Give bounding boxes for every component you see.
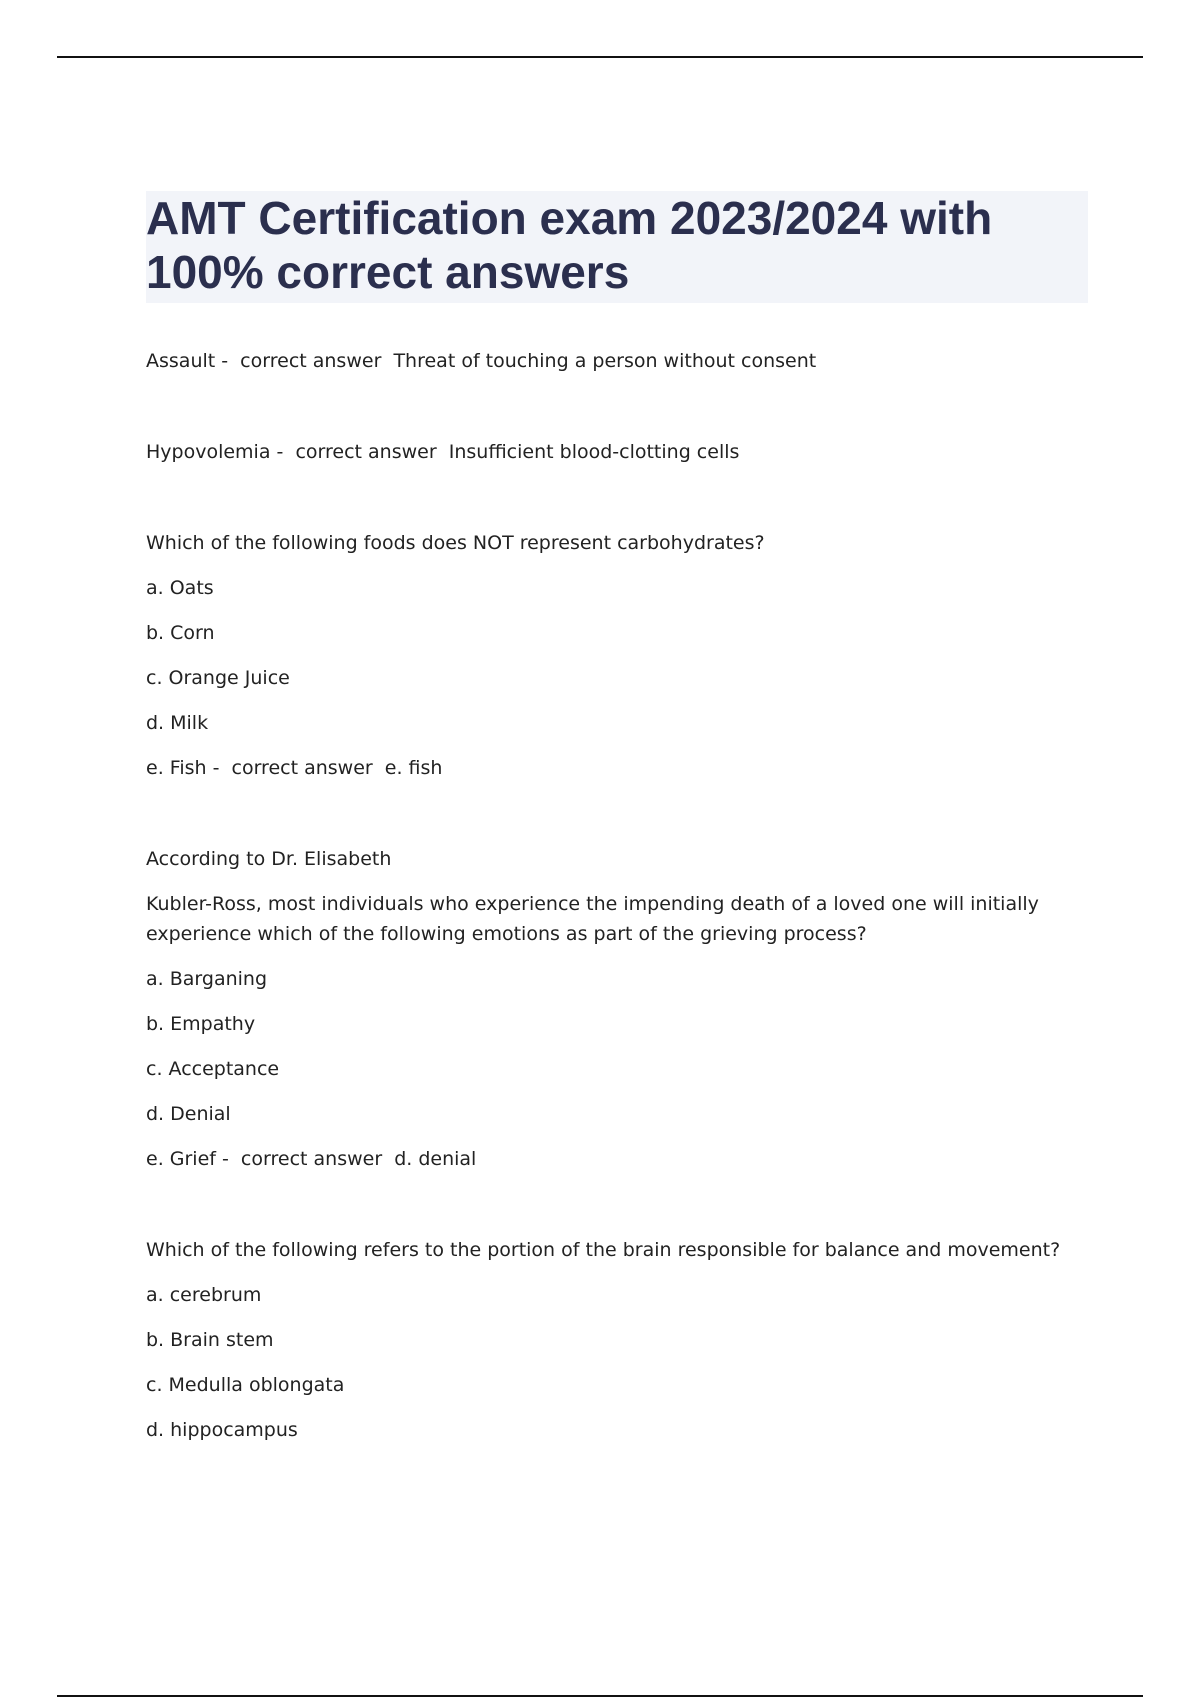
answer-option: e. Fish - correct answer e. fish (146, 757, 443, 779)
answer-option: c. Orange Juice (146, 667, 290, 689)
answer-option: b. Empathy (146, 1013, 256, 1035)
answer-option: d. Milk (146, 712, 209, 734)
qa-line: Assault - correct answer Threat of touching a person without consent (146, 350, 817, 372)
header-rule (57, 56, 1143, 58)
question-text: Which of the following foods does NOT represent carbohydrates? (146, 532, 765, 554)
answer-option: a. cerebrum (146, 1284, 262, 1306)
answer-option: d. Denial (146, 1103, 231, 1125)
answer-option: a. Barganing (146, 968, 268, 990)
document-title: AMT Certification exam 2023/2024 with 100% correct answers (146, 192, 993, 298)
answer-option: b. Brain stem (146, 1329, 274, 1351)
qa-line: Hypovolemia - correct answer Insufficient blood-clotting cells (146, 441, 740, 463)
answer-option: c. Acceptance (146, 1058, 280, 1080)
document-body (146, 346, 1066, 1445)
answer-option: b. Corn (146, 622, 215, 644)
answer-option: c. Medulla oblongata (146, 1374, 345, 1396)
answer-option: d. hippocampus (146, 1419, 298, 1441)
answer-option: a. Oats (146, 577, 214, 599)
question-text: Which of the following refers to the portion of the brain responsible for balance and movement? (146, 1239, 1061, 1261)
footer-rule (57, 1695, 1143, 1697)
question-text: According to Dr. Elisabeth (146, 848, 392, 870)
title-banner (146, 191, 1088, 303)
question-text: Kubler-Ross, most individuals who experience the impending death of a loved one will initially experience which of the following emotions as part of the grieving process? (146, 893, 1045, 945)
answer-option: e. Grief - correct answer d. denial (146, 1148, 477, 1170)
